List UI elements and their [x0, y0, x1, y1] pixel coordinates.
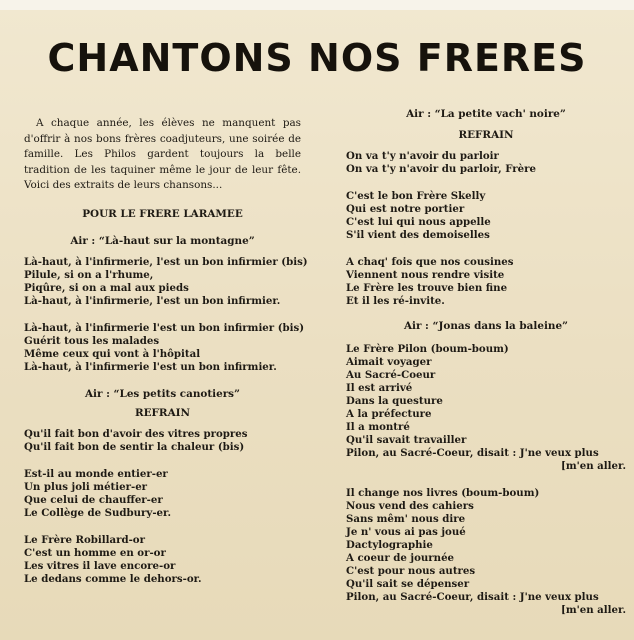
refrain-label: REFRAIN: [458, 129, 514, 141]
page-top-edge: [0, 0, 634, 10]
lyric-line: Qui est notre portier: [346, 203, 465, 215]
intro-paragraph: A chaque année, les élèves ne manquent pas d'offrir à nos bons frères coadjuteurs, une soirée de famille. Les Philos gardent toujours la belle tradition de les taquiner même le jour de leur fête. Voici des extraits de leurs chansons...: [24, 117, 301, 191]
song2-stanza1: [24, 468, 301, 520]
song-air-title: Air : “La petite vach' noire”: [406, 108, 566, 120]
lyric-line: Et il les ré-invite.: [346, 295, 445, 307]
lyric-line: Il change nos livres (boum-boum): [346, 487, 540, 499]
lyric-line: Au Sacré-Coeur: [346, 369, 436, 381]
lyric-line: Qu'il fait bon de sentir la chaleur (bis): [24, 440, 245, 453]
song4-stanza1: [346, 343, 626, 473]
song3-stanza1: [346, 190, 626, 242]
lyric-line: A la préfecture: [346, 408, 432, 420]
lyric-line: Pilon, au Sacré-Coeur, disait : J'ne veux plus: [346, 591, 599, 603]
lyric-line: Qu'il fait bon d'avoir des vitres propres: [24, 427, 248, 440]
refrain-label: REFRAIN: [135, 406, 190, 419]
lyric-line: Là-haut, à l'infirmerie, l'est un bon infirmier (bis): [24, 255, 308, 268]
lyric-line: Là-haut, à l'infirmerie, l'est un bon infirmier.: [24, 294, 281, 307]
song1-stanza2: [24, 321, 305, 374]
lyric-line: C'est le bon Frère Skelly: [346, 190, 486, 202]
song2-refrain: [24, 428, 301, 454]
lyric-line: Que celui de chauffer-er: [24, 493, 163, 506]
lyric-continuation: [m'en aller.: [561, 604, 626, 616]
lyric-line: Le dedans comme le dehors-or.: [24, 572, 202, 585]
right-column: [346, 108, 626, 617]
lyric-line: Même ceux qui vont à l'hôpital: [24, 347, 201, 360]
lyric-line: Le Frère les trouve bien fine: [346, 282, 508, 294]
lyric-line: Là-haut, à l'infirmerie l'est un bon infirmier (bis): [24, 321, 305, 334]
lyric-line: C'est pour nous autres: [346, 565, 476, 577]
lyric-line: Qu'il savait travailler: [346, 434, 467, 446]
lyric-line: Nous vend des cahiers: [346, 500, 474, 512]
lyric-line: Dans la questure: [346, 395, 443, 407]
lyric-line: Un plus joli métier-er: [24, 480, 148, 493]
lyric-line: Pilon, au Sacré-Coeur, disait : J'ne veux plus: [346, 447, 599, 459]
page-title: CHANTONS NOS FRERES: [47, 36, 587, 80]
lyric-line: Piqûre, si on a mal aux pieds: [24, 281, 189, 294]
song4-stanza2: [346, 487, 626, 617]
lyric-line: On va t'y n'avoir du parloir: [346, 150, 499, 162]
lyric-line: S'il vient des demoiselles: [346, 229, 490, 241]
song-air-title: Air : “Là-haut sur la montagne”: [70, 234, 255, 247]
song1-stanza1: [24, 255, 308, 308]
lyric-line: Il est arrivé: [346, 382, 413, 394]
lyric-line: Le Collège de Sudbury-er.: [24, 506, 172, 519]
lyric-line: C'est lui qui nous appelle: [346, 216, 491, 228]
lyric-line: Pilule, si on a l'rhume,: [24, 268, 154, 281]
song3-stanza2: [346, 256, 626, 308]
lyric-line: Aimait voyager: [346, 356, 432, 368]
lyric-line: A coeur de journée: [346, 552, 455, 564]
lyric-line: Il a montré: [346, 421, 410, 433]
lyric-line: A chaq' fois que nos cousines: [346, 256, 514, 268]
lyric-line: Sans mêm' nous dire: [346, 513, 466, 525]
lyric-line: Les vitres il lave encore-or: [24, 559, 176, 572]
section-heading: POUR LE FRERE LARAMEE: [82, 207, 243, 220]
lyric-line: Qu'il sait se dépenser: [346, 578, 470, 590]
lyric-line: Guérit tous les malades: [24, 334, 160, 347]
song2-stanza2: [24, 534, 301, 586]
lyric-line: Est-il au monde entier-er: [24, 467, 168, 480]
lyric-line: On va t'y n'avoir du parloir, Frère: [346, 163, 536, 175]
song-air-title: Air : “Les petits canotiers”: [84, 387, 240, 400]
lyric-line: Je n' vous ai pas joué: [346, 526, 466, 538]
lyric-line: Là-haut, à l'infirmerie l'est un bon infirmier.: [24, 360, 277, 373]
lyric-line: C'est un homme en or-or: [24, 546, 166, 559]
lyric-line: Viennent nous rendre visite: [346, 269, 505, 281]
lyric-continuation: [m'en aller.: [561, 460, 626, 472]
left-column: [24, 108, 308, 586]
lyric-line: Le Frère Robillard-or: [24, 533, 145, 546]
lyric-line: Dactylographie: [346, 539, 433, 551]
song3-refrain: [346, 150, 626, 176]
song-air-title: Air : “Jonas dans la baleine”: [403, 320, 569, 332]
lyric-line: Le Frère Pilon (boum-boum): [346, 343, 509, 355]
